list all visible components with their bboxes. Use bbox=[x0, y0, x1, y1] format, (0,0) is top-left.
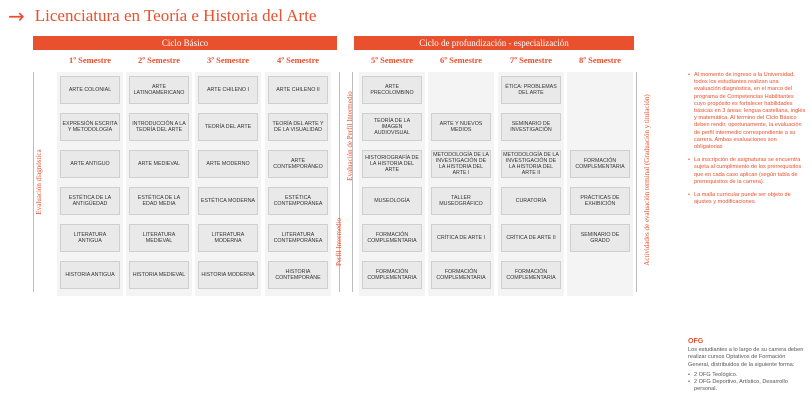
ofg-heading: OFG bbox=[688, 338, 704, 345]
course-box: HISTORIA CONTEMPORÁNE bbox=[268, 261, 328, 289]
course-box: FORMACIÓN COMPLEMENTARIA bbox=[570, 150, 630, 178]
course-box: FORMACIÓN COMPLEMENTARIA bbox=[431, 261, 491, 289]
course-box: TEORÍA DEL ARTE Y DE LA VISUALIDAD bbox=[268, 113, 328, 141]
title-row bbox=[8, 6, 316, 26]
course-box: FORMACIÓN COMPLEMENTARIA bbox=[501, 261, 561, 289]
note-item: • La malla curricular puede ser objeto de ajustes y modificaciones. bbox=[688, 192, 806, 206]
course-box: LITERATURA MEDIEVAL bbox=[129, 224, 189, 252]
divider-left bbox=[33, 72, 34, 292]
label-terminal-evaluation: Actividades de evaluación terminal (Graduación y titulación) bbox=[643, 94, 651, 266]
course-box: LITERATURA ANTIGUA bbox=[60, 224, 120, 252]
divider-right bbox=[636, 72, 637, 292]
course-box: CRÍTICA DE ARTE II bbox=[501, 224, 561, 252]
course-box: LITERATURA MODERNA bbox=[198, 224, 258, 252]
course-box: CURATORÍA bbox=[501, 187, 561, 215]
band-basic-cycle: Ciclo Básico bbox=[33, 36, 337, 50]
semester-header: 3º Semestre bbox=[206, 55, 250, 65]
course-box: ESTÉTICA DE LA EDAD MEDIA bbox=[129, 187, 189, 215]
course-box: ARTE PRECOLOMBINO bbox=[362, 76, 422, 104]
ofg-item: • 2 OFG Deportivo, Artístico, Desarrollo personal. bbox=[688, 379, 806, 393]
course-box: SEMINARIO DE GRADO bbox=[570, 224, 630, 252]
page-title: Licenciatura en Teoría e Historia del Arte bbox=[34, 6, 317, 25]
semester-header: 8º Semestre bbox=[578, 55, 622, 65]
course-box: TEORÍA DE LA IMAGEN AUDIOVISUAL bbox=[362, 113, 422, 141]
course-box: ARTE MODERNO bbox=[198, 150, 258, 178]
course-box: HISTORIOGRAFÍA DE LA HISTORIA DEL ARTE bbox=[362, 150, 422, 178]
course-box: SEMINARIO DE INVESTIGACIÓN bbox=[501, 113, 561, 141]
course-box: ARTE COLONIAL bbox=[60, 76, 120, 104]
note-item: • Al momento de ingreso a la Universidad, todos los estudiantes realizan una evaluación diagnóstica, en el marco del programa de Competencias Habilitantes cuyo propósito es fortalecer habilidades básicas en 3 áreas: lengua castellana, inglés y matemática. Al término del Ciclo Básico deben rendir, oportunamente, la evaluación de perfil intermedio correspondiente a su carrera. Ambas evaluaciones son obligatorias bbox=[688, 72, 806, 151]
course-box: ARTE MEDIEVAL bbox=[129, 150, 189, 178]
notes-panel bbox=[688, 72, 806, 212]
course-box: EXPRESIÓN ESCRITA Y METODOLOGÍA bbox=[60, 113, 120, 141]
arrow-right-icon: → bbox=[8, 4, 25, 28]
course-box: ARTE CHILENO I bbox=[198, 76, 258, 104]
band-advanced-cycle: Ciclo de profundización - especialización bbox=[354, 36, 634, 50]
course-box: PRÁCTICAS DE EXHIBICIÓN bbox=[570, 187, 630, 215]
course-box: FORMACIÓN COMPLEMENTARIA bbox=[362, 224, 422, 252]
course-box: CRÍTICA DE ARTE I bbox=[431, 224, 491, 252]
course-box: HISTORIA ANTIGUA bbox=[60, 261, 120, 289]
course-box: ARTE Y NUEVOS MEDIOS bbox=[431, 113, 491, 141]
course-box: ARTE CONTEMPORÁNEO bbox=[268, 150, 328, 178]
semester-header: 2º Semestre bbox=[137, 55, 181, 65]
semester-header: 4º Semestre bbox=[276, 55, 320, 65]
course-box: METODOLOGÍA DE LA INVESTIGACIÓN DE LA HISTORIA DEL ARTE II bbox=[501, 150, 561, 178]
course-box: HISTORIA MODERNA bbox=[198, 261, 258, 289]
note-item: • La inscripción de asignaturas se encuentra sujeta al cumplimiento de los prerrequisitos que en cada caso aplican (según tabla de prerrequisitos de la carrera). bbox=[688, 157, 806, 186]
semester-column bbox=[567, 72, 633, 296]
course-box: ESTÉTICA CONTEMPORÁNEA bbox=[268, 187, 328, 215]
course-box: TALLER MUSEOGRÁFICO bbox=[431, 187, 491, 215]
course-box: ÉTICA: PROBLEMAS DEL ARTE bbox=[501, 76, 561, 104]
course-box: INTRODUCCIÓN A LA TEORÍA DEL ARTE bbox=[129, 113, 189, 141]
label-diagnostic: Evaluación diagnóstica bbox=[35, 149, 43, 215]
ofg-item: • 2 OFG Teológico. bbox=[688, 372, 806, 379]
ofg-text: Los estudiantes a lo largo de su carrera deben realizar cursos Optativos de Formación General, distribuidos de la siguiente forma: bbox=[688, 347, 804, 368]
course-box: ARTE LATINOAMERICANO bbox=[129, 76, 189, 104]
course-box: ARTE ANTIGUO bbox=[60, 150, 120, 178]
semester-header: 7º Semestre bbox=[509, 55, 553, 65]
course-box: ESTÉTICA MODERNA bbox=[198, 187, 258, 215]
course-box: ARTE CHILENO II bbox=[268, 76, 328, 104]
label-intermediate-evaluation: Evaluación de Perfil Intermedio bbox=[346, 91, 354, 181]
course-box: TEORÍA DEL ARTE bbox=[198, 113, 258, 141]
course-box: LITERATURA CONTEMPORÁNEA bbox=[268, 224, 328, 252]
course-box: ESTÉTICA DE LA ANTIGÜEDAD bbox=[60, 187, 120, 215]
semester-header: 6º Semestre bbox=[439, 55, 483, 65]
semester-header: 5º Semestre bbox=[370, 55, 414, 65]
course-box: MUSEOLOGÍA bbox=[362, 187, 422, 215]
course-box: FORMACIÓN COMPLEMENTARIA bbox=[362, 261, 422, 289]
semester-header: 1º Semestre bbox=[68, 55, 112, 65]
ofg-panel bbox=[688, 338, 806, 393]
course-box: HISTORIA MEDIEVAL bbox=[129, 261, 189, 289]
label-intermediate-profile: Perfil Intermedio bbox=[335, 218, 343, 267]
course-box: METODOLOGÍA DE LA INVESTIGACIÓN DE LA HISTORIA DEL ARTE I bbox=[431, 150, 491, 178]
